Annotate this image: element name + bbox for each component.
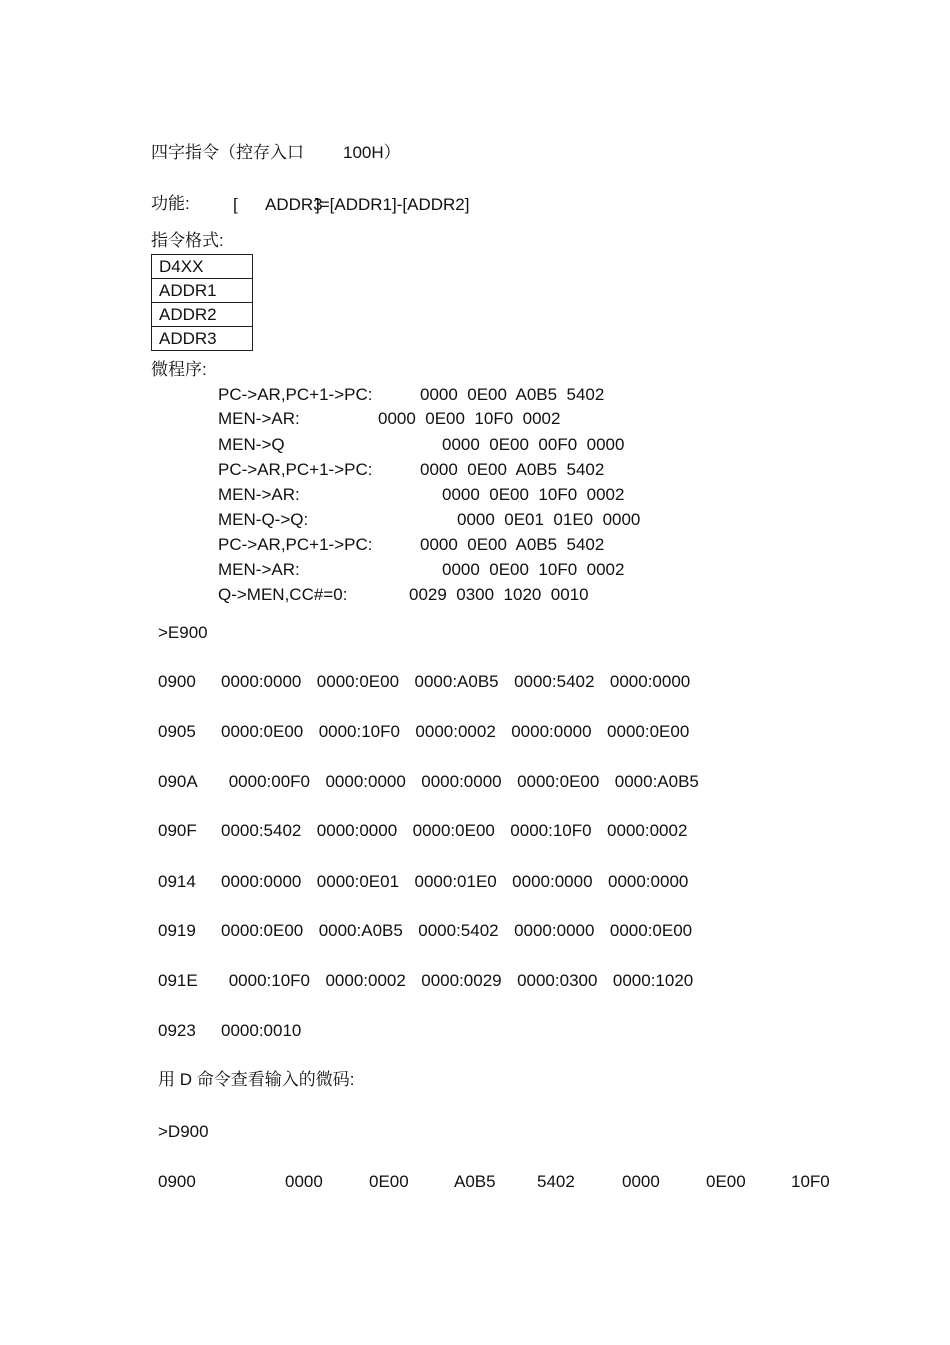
microprogram-label: 微程序: (151, 360, 207, 379)
format-row (152, 303, 253, 327)
micro-op: MEN->AR: (218, 560, 300, 579)
memory-row (158, 722, 690, 742)
memory-row (158, 821, 688, 841)
micro-code: 0000 0E00 A0B5 5402 (420, 460, 605, 479)
micro-op: PC->AR,PC+1->PC: (218, 385, 373, 404)
format-label: 指令格式: (151, 231, 224, 250)
memory-address: 090F (158, 821, 197, 840)
format-row (152, 255, 253, 279)
memory-row (158, 1021, 302, 1041)
micro-op: MEN-Q->Q: (218, 510, 309, 529)
micro-op: MEN->Q (218, 435, 285, 454)
memory-cells: 0000:0000 0000:0E01 0000:01E0 0000:0000 0000:0000 (221, 872, 689, 891)
microprogram-row (218, 485, 625, 505)
dump-value: 0000 (285, 1172, 323, 1191)
format-row (152, 327, 253, 351)
memory-cells: 0000:0000 0000:0E00 0000:A0B5 0000:5402 0000:0000 (221, 672, 691, 691)
dump-value: 10F0 (791, 1172, 830, 1191)
heading-entry: 100H） (343, 143, 401, 162)
microprogram-row (218, 435, 625, 455)
memory-cells: 0000:5402 0000:0000 0000:0E00 0000:10F0 0000:0002 (221, 821, 688, 840)
micro-code: 0000 0E01 01E0 0000 (457, 510, 641, 529)
memory-row (158, 872, 689, 892)
micro-code: 0000 0E00 00F0 0000 (442, 435, 625, 454)
memory-cells: 0000:0010 (221, 1021, 302, 1040)
memory-cells: 0000:0E00 0000:10F0 0000:0002 0000:0000 0000:0E00 (221, 722, 690, 741)
dump-value: 5402 (537, 1172, 575, 1191)
microprogram-row (218, 460, 605, 480)
microprogram-row (218, 585, 589, 605)
dump-value: 0E00 (369, 1172, 409, 1191)
memory-address: 0905 (158, 722, 196, 741)
dump-row (158, 1172, 858, 1192)
micro-op: MEN->AR: (218, 485, 300, 504)
memory-address: 0923 (158, 1021, 196, 1040)
d-command-caption: 用 D 命令查看输入的微码: (158, 1070, 355, 1089)
dump-value: A0B5 (454, 1172, 496, 1191)
function-expression: ]=[ADDR1]-[ADDR2] (315, 195, 470, 214)
heading-title: 四字指令（控存入口 (151, 143, 304, 162)
micro-code: 0000 0E00 10F0 0002 (442, 560, 625, 579)
memory-row (158, 971, 694, 991)
micro-code: 0000 0E00 10F0 0002 (442, 485, 625, 504)
memory-cells: 0000:10F0 0000:0002 0000:0029 0000:0300 0000:1020 (221, 971, 694, 990)
micro-code: 0000 0E00 A0B5 5402 (420, 385, 605, 404)
microprogram-row (218, 510, 641, 530)
dump-value: 0E00 (706, 1172, 746, 1191)
memory-address: 0900 (158, 672, 196, 691)
instruction-format-table (151, 254, 253, 351)
memory-address: 0914 (158, 872, 196, 891)
micro-code: 0029 0300 1020 0010 (409, 585, 589, 604)
microprogram-row (218, 385, 605, 405)
function-bracket: [ (233, 195, 238, 214)
dump-value: 0000 (622, 1172, 660, 1191)
e-command-prompt: >E900 (158, 623, 208, 642)
micro-op: PC->AR,PC+1->PC: (218, 460, 373, 479)
format-cell: ADDR3 (152, 327, 253, 351)
micro-op: PC->AR,PC+1->PC: (218, 535, 373, 554)
memory-cells: 0000:0E00 0000:A0B5 0000:5402 0000:0000 0000:0E00 (221, 921, 693, 940)
memory-address: 0919 (158, 921, 196, 940)
microprogram-row (218, 535, 605, 555)
function-label: 功能: (151, 194, 190, 213)
micro-code: 0000 0E00 10F0 0002 (378, 409, 561, 428)
microprogram-row (218, 409, 561, 429)
memory-cells: 0000:00F0 0000:0000 0000:0000 0000:0E00 0000:A0B5 (221, 772, 699, 791)
microprogram-row (218, 560, 625, 580)
format-row (152, 279, 253, 303)
memory-address: 091E (158, 971, 198, 990)
format-cell: ADDR1 (152, 279, 253, 303)
dump-address: 0900 (158, 1172, 196, 1191)
format-cell: D4XX (152, 255, 253, 279)
d-command-prompt: >D900 (158, 1122, 209, 1141)
memory-address: 090A (158, 772, 198, 791)
micro-op: Q->MEN,CC#=0: (218, 585, 348, 604)
micro-code: 0000 0E00 A0B5 5402 (420, 535, 605, 554)
micro-op: MEN->AR: (218, 409, 300, 428)
function-addr3: ADDR3 (265, 195, 323, 214)
memory-row (158, 772, 699, 792)
memory-row (158, 921, 693, 941)
memory-row (158, 672, 691, 692)
format-cell: ADDR2 (152, 303, 253, 327)
